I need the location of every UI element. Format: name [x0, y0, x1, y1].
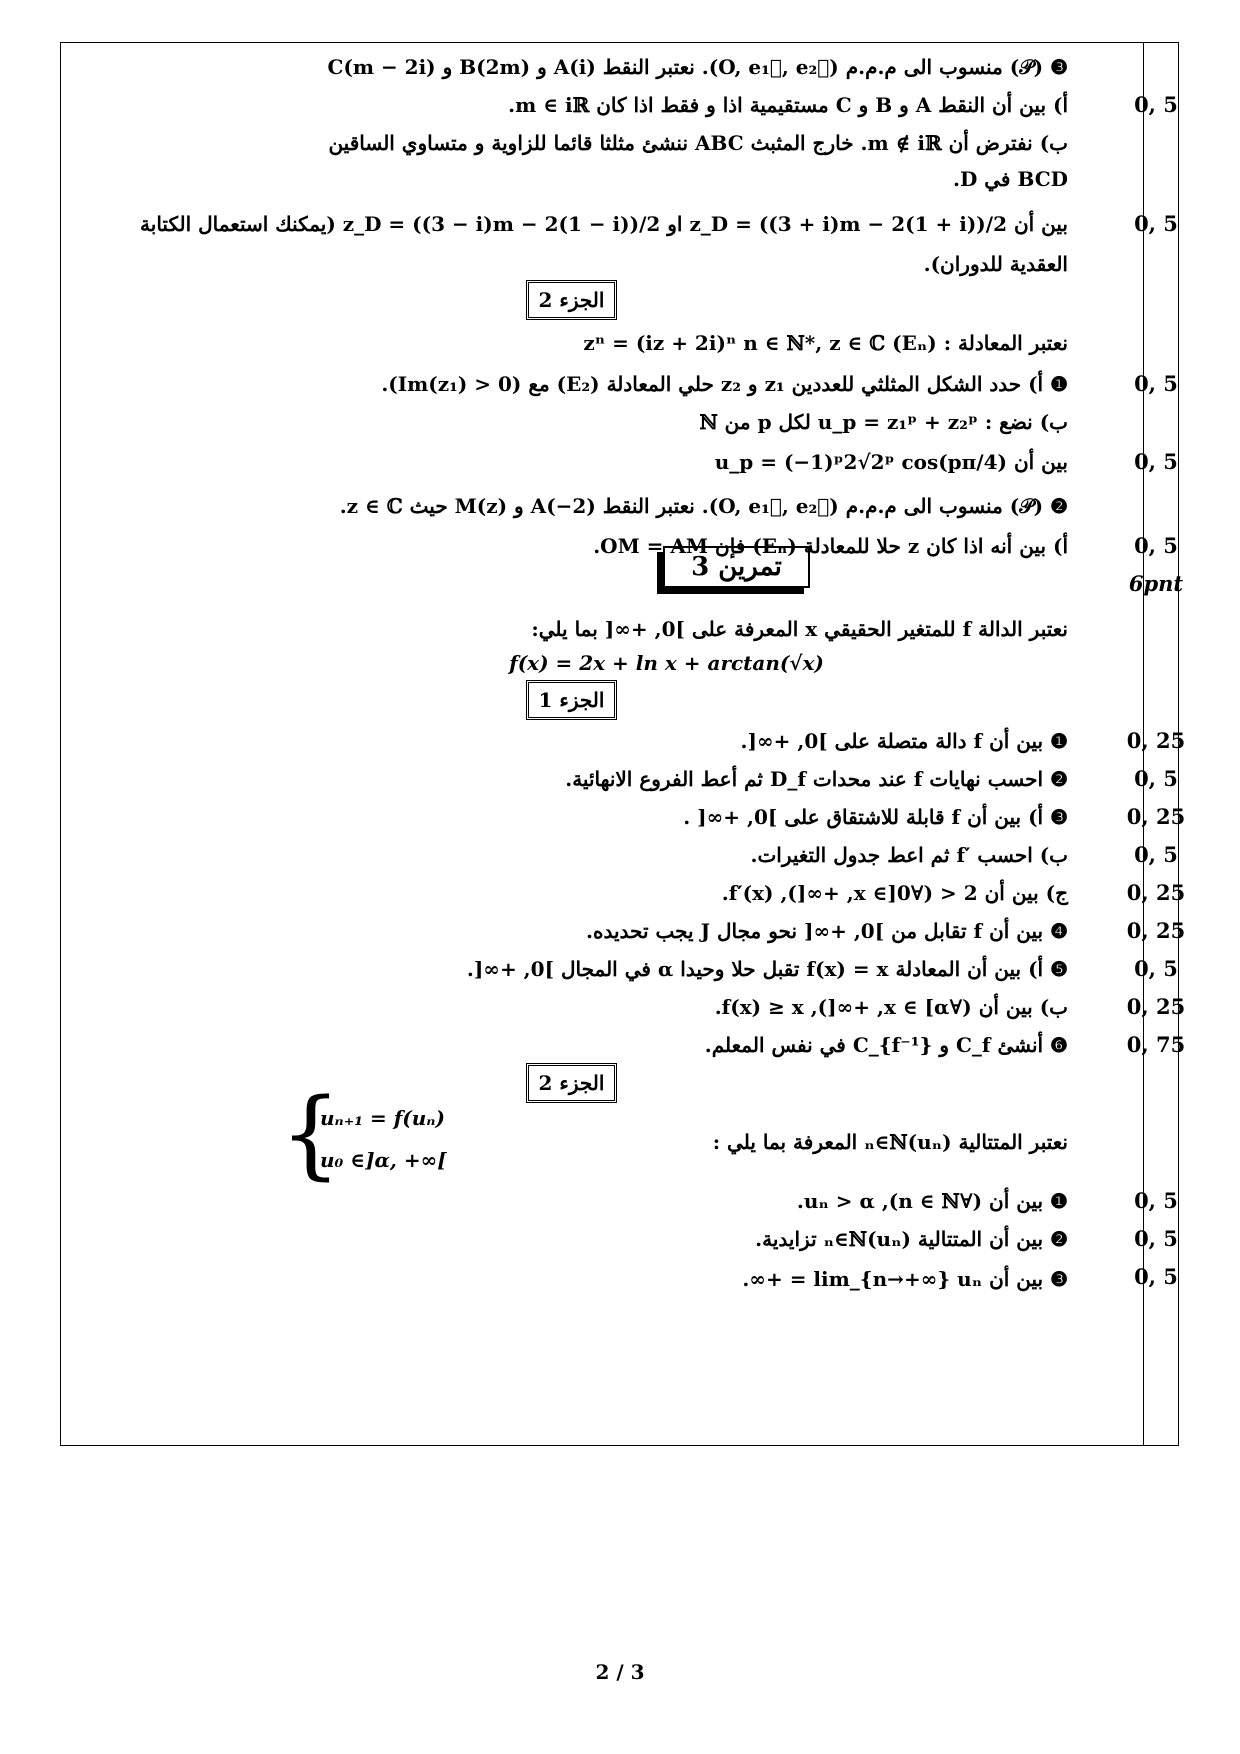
question-sequence-increasing: ❷ بين أن المتتالية (uₙ)ₙ∈ℕ تزايدية. [755, 1227, 1068, 1251]
points-value: 0, 25 [1126, 880, 1186, 905]
question-limits: ❷ احسب نهايات f عند محدات D_f ثم أعط الفروع الانهائية. [565, 767, 1068, 791]
question-2-intro: ❷ (𝒫) منسوب الى م.م.م (O, e₁⃗, e₂⃗). نعتبر النقط A(−2) و M(z) حيث z ∈ ℂ. [339, 494, 1068, 518]
points-value: 0, 5 [1134, 956, 1178, 981]
question-b-text: ب) نفترض أن m ∉ iℝ. خارج المثبث ABC ننشئ مثلثا قائما للزاوية و متساوي الساقين [328, 131, 1068, 155]
question-continuity: ❶ بين أن f دالة متصلة على ]0, +∞[. [740, 729, 1068, 753]
question-zd-cont: العقدية للدوران). [923, 252, 1068, 276]
points-value: 0, 5 [1134, 533, 1178, 558]
points-value: 0, 25 [1126, 728, 1186, 753]
part-title: الجزء 1 [526, 680, 618, 720]
points-value: 0, 5 [1134, 1188, 1178, 1213]
initial-condition: u₀ ∈]α, +∞[ [320, 1148, 447, 1172]
points-value: 0, 5 [1134, 371, 1178, 396]
question-derivative: ب) احسب ′f ثم اعط جدول التغيرات. [750, 843, 1068, 867]
section-heading [61, 1062, 1082, 1104]
exercise-title: تمرين 3 [663, 546, 810, 588]
points-value: 0, 5 [1134, 449, 1178, 474]
page-number: 2 / 3 [595, 1660, 645, 1684]
part-title: الجزء 2 [526, 280, 618, 320]
function-formula: f(x) = 2x + ln x + arctan(√x) [509, 651, 824, 675]
function-intro: نعتبر الدالة f للمتغير الحقيقي x المعرفة على ]0, +∞[ بما يلي: [531, 617, 1068, 641]
left-brace: { [280, 1078, 342, 1190]
recurrence-line: uₙ₊₁ = f(uₙ) [320, 1106, 445, 1130]
question-b-text-cont: BCD في D. [952, 167, 1068, 191]
section-heading [61, 279, 1082, 321]
points-value: 0, 75 [1126, 1032, 1186, 1057]
question-differentiable: ❸ أ) بين أن f قابلة للاشتقاق على ]0, +∞[ . [683, 805, 1068, 829]
question-2a: أ) بين أنه اذا كان z حلا للمعادلة (Eₙ) فإن OM = AM. [593, 534, 1068, 558]
section-heading [61, 679, 1082, 721]
exercise-heading [61, 543, 1082, 593]
points-value: 0, 5 [1134, 92, 1178, 117]
question-1b: ب) نضع : u_p = z₁ᵖ + z₂ᵖ لكل p من ℕ [699, 410, 1068, 434]
exercise-total-points: 6pnt [1128, 571, 1184, 596]
question-fixed-point: ❺ أ) بين أن المعادلة f(x) = x تقبل حلا وحيدا α في المجال ]0, +∞[. [466, 957, 1068, 981]
part1-intro: ❸ (𝒫) منسوب الى م.م.م (O, e₁⃗, e₂⃗). نعتبر النقط A(i) و B(2m) و C(m − 2i) [327, 55, 1068, 79]
question-zd-formula: بين أن z_D = ((3 + i)m − 2(1 + i))/2 او z_D = ((3 − i)m − 2(1 − i))/2 (يمكنك استعمال الكتابة [140, 212, 1068, 236]
question-inequality: ب) بين أن (∀x ∈ [α, +∞[), f(x) ≥ x. [714, 995, 1068, 1019]
points-value: 0, 5 [1134, 766, 1178, 791]
question-bijection: ❹ بين أن f تقابل من ]0, +∞[ نحو مجال J يجب تحديده. [586, 919, 1068, 943]
points-value: 0, 25 [1126, 918, 1186, 943]
exam-sheet [60, 42, 1186, 1446]
points-value: 0, 5 [1134, 1226, 1178, 1251]
function-definition [61, 642, 1082, 684]
points-value: 0, 5 [1134, 211, 1178, 236]
question-sequence-limit: ❸ بين أن lim_{n→+∞} uₙ = +∞. [742, 1267, 1068, 1291]
recurrence-system [280, 1078, 510, 1192]
equation-en: نعتبر المعادلة : (Eₙ) zⁿ = (iz + 2i)ⁿ n ∈ ℕ*, z ∈ ℂ [583, 331, 1068, 355]
points-value: 0, 25 [1126, 804, 1186, 829]
points-value: 0, 5 [1134, 1264, 1178, 1289]
part-title: الجزء 2 [526, 1063, 618, 1103]
question-1a: ❶ أ) حدد الشكل المثلثي للعددين z₁ و z₂ حلي المعادلة (E₂) مع (Im(z₁) > 0). [381, 372, 1068, 396]
question-sequence-bound: ❶ بين أن (∀n ∈ ℕ), uₙ > α. [796, 1189, 1068, 1213]
question-a-collinear: أ) بين أن النقط A و B و C مستقيمية اذا و فقط اذا كان m ∈ iℝ. [508, 93, 1068, 117]
points-value: 0, 25 [1126, 994, 1186, 1019]
points-value: 0, 5 [1134, 842, 1178, 867]
question-construct: ❻ أنشئ C_f و C_{f⁻¹} في نفس المعلم. [704, 1033, 1068, 1057]
sequence-intro: نعتبر المتتالية (uₙ)ₙ∈ℕ المعرفة بما يلي : [712, 1130, 1068, 1154]
question-derivative-bound: ج) بين أن 2 < (∀x ∈]0, +∞[), f′(x). [721, 881, 1068, 905]
question-1b-formula: بين أن u_p = (−1)ᵖ2√2ᵖ cos(pπ/4) [714, 450, 1068, 474]
